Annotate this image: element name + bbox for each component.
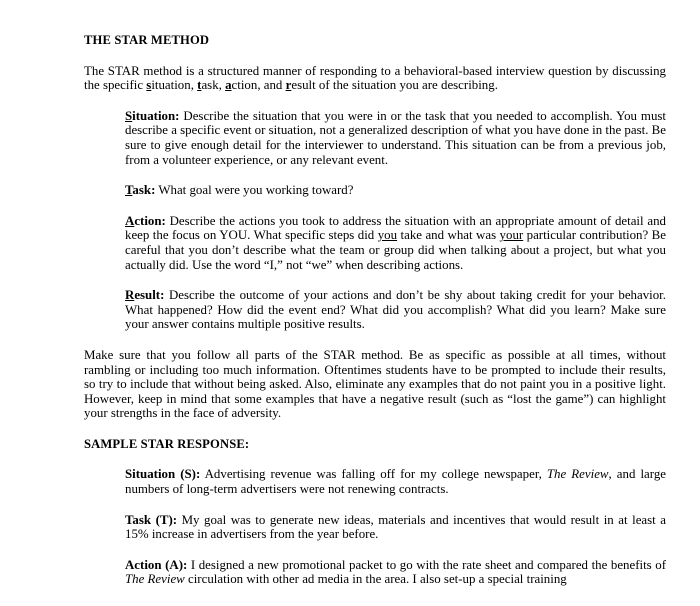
sample-task-label: Task (T): — [125, 512, 178, 527]
intro-paragraph — [84, 64, 666, 93]
result-label-letter: R — [125, 288, 135, 303]
spacer — [84, 451, 665, 467]
result-text: Describe the outcome of your actions and don’t be shy about taking credit for your behavior. What happened? How did the event end? What did you accomplish? What did you learn? Make sure your answer contains multiple positive results. — [125, 288, 666, 332]
sample-response-heading: SAMPLE STAR RESPONSE: — [84, 436, 250, 451]
keyword-s-letter: s — [146, 78, 152, 93]
result-label-rest: esult — [134, 288, 161, 303]
sample-task — [125, 513, 666, 542]
spacer — [84, 198, 665, 214]
sample-situation-italic-title: The Review — [546, 467, 609, 482]
sample-action-text1: I designed a new promotional packet to go with the rate sheet and compared the benefits of — [187, 557, 666, 572]
spacer — [84, 332, 665, 348]
definition-task — [125, 183, 666, 198]
keyword-r-letter: r — [285, 78, 292, 93]
page-title: THE STAR METHOD — [84, 33, 210, 47]
spacer — [84, 167, 665, 183]
situation-text: Describe the situation that you were in or the task that you needed to accomplish. You must describe a specific event or situation, not a generalized description of what you have done in the past. Be sure to give enough detail for the interviewer to understand. This situation can be from a previous job, from a volunteer experience, or any relevant event. — [125, 108, 666, 167]
task-text: What goal were you working toward? — [155, 183, 354, 198]
spacer — [84, 48, 665, 64]
action-text-part3: particular contribution? Be careful that you don’t describe what the team or group did when talking about a project, but what you actually did. Use the word “I,” not “we” when describing actions. — [125, 228, 666, 272]
spacer — [84, 272, 665, 288]
definition-result — [125, 288, 666, 332]
definition-situation — [125, 109, 666, 167]
task-label-colon: : — [151, 183, 156, 198]
action-label-letter: A — [125, 213, 135, 228]
sample-situation-label: Situation (S): — [125, 467, 201, 482]
keyword-s-rest: ituation, — [151, 78, 198, 93]
sample-action-italic-title: The Review — [125, 572, 185, 587]
task-label-letter: T — [125, 183, 133, 198]
spacer — [84, 542, 665, 558]
sample-action-text2: circulation with other ad media in the area. I also set-up a special training — [184, 572, 567, 587]
sample-situation-text1: Advertising revenue was falling off for my college newspaper, — [200, 467, 547, 482]
situation-label-colon: : — [175, 108, 180, 123]
situation-label-letter: S — [125, 108, 133, 123]
intro-prefix: The STAR method is a structured manner of responding to a behavioral-based interview question by discussing the specific — [84, 63, 666, 93]
keyword-t-letter: t — [197, 78, 202, 93]
task-label-rest: ask — [132, 183, 152, 198]
spacer — [84, 497, 665, 513]
spacer — [84, 93, 665, 109]
definition-action — [125, 214, 666, 272]
action-label-rest: ction — [134, 213, 162, 228]
action-emphasis-your: your — [499, 228, 524, 243]
sample-task-text1: My goal was to generate new ideas, materials and incentives that would result in at least a 15% increase in advertisers from the year before. — [125, 512, 666, 542]
keyword-a-rest: ction, and — [231, 78, 286, 93]
closing-paragraph: Make sure that you follow all parts of the STAR method. Be as specific as possible at all times, without rambling or including too much information. Oftentimes students have to be prompted to include their results, so try to include that without being asked. Also, eliminate any examples that do not paint you in a positive light. However, keep in mind that some examples that have a negative result (such as “lost the game”) can highlight your strengths in the face of adversity. — [84, 347, 666, 421]
action-emphasis-you: you — [377, 228, 398, 243]
sample-action-label: Action (A): — [125, 557, 188, 572]
intro-suffix: of the situation you are describing. — [315, 78, 498, 93]
action-label-colon: : — [161, 213, 166, 228]
situation-label-rest: ituation — [132, 108, 176, 123]
sample-situation-text2: , and large numbers of long-term advertisers were not renewing contracts. — [125, 467, 667, 497]
action-text-part1: Describe the actions you took to address the situation with an appropriate amount of detail and keep the focus on YOU. What specific steps did — [125, 213, 666, 243]
keyword-a-letter: a — [225, 78, 232, 93]
keyword-t-rest: ask, — [201, 78, 226, 93]
sample-action — [125, 558, 666, 587]
action-text-part2: take and what was — [397, 228, 500, 243]
spacer — [84, 421, 665, 437]
result-label-colon: : — [160, 288, 165, 303]
keyword-r-rest: esult — [291, 78, 316, 93]
sample-situation — [125, 467, 666, 496]
